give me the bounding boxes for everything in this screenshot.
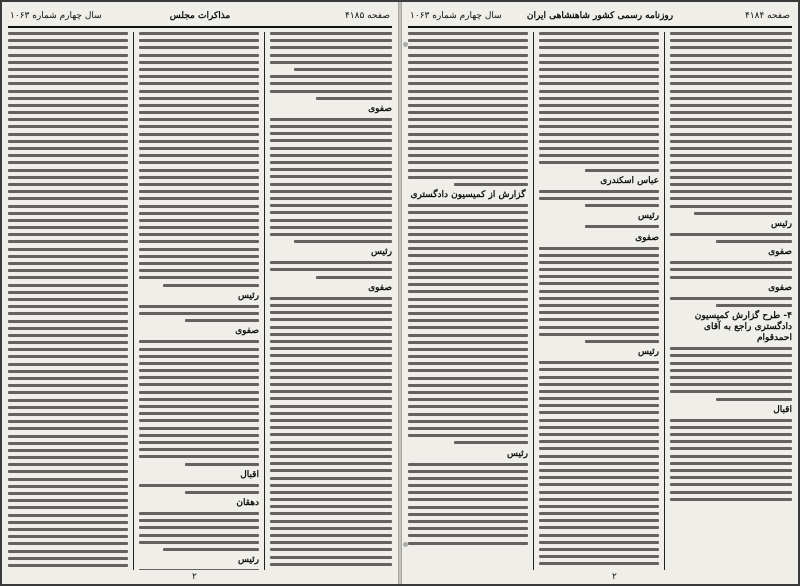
left-page-issue: سال چهارم شماره ۱۰۶۳ [10, 11, 102, 21]
speaker-heading: عباس اسکندری [600, 175, 659, 186]
left-page-header [8, 8, 392, 28]
speaker-heading: اقبال [773, 404, 792, 415]
right-page [402, 2, 798, 584]
left-page-title: مذاکرات مجلس [169, 11, 231, 21]
left-page-label: صفحه ۴۱۸۵ [344, 11, 390, 21]
speaker-heading: صفوی [368, 103, 392, 114]
left-page-column-1 [270, 32, 392, 570]
speaker-heading: رئیس [637, 347, 659, 358]
right-page-label: صفحه ۴۱۸۴ [744, 11, 790, 21]
right-page-header [408, 8, 792, 28]
right-page-column-1 [670, 32, 792, 570]
speaker-heading: رئیس [237, 290, 259, 301]
right-page-column-3 [408, 32, 528, 570]
left-page-column-3 [8, 32, 128, 570]
right-page-column-2 [539, 32, 659, 570]
binding-hole [403, 542, 408, 547]
speaker-heading: صفوی [768, 282, 792, 293]
column-rule [264, 32, 265, 570]
section-title: ۴- طرح گزارش کمیسیون دادگستری راجع به آقای احمدقوام [694, 311, 792, 344]
column-rule [133, 32, 134, 570]
speaker-heading: رئیس [506, 448, 528, 459]
section-heading: گزارش از کمیسیون دادگستری [410, 190, 526, 201]
speaker-heading: رئیس [770, 218, 792, 229]
speaker-heading: اقبال [240, 469, 259, 480]
speaker-heading: صفوی [235, 326, 259, 337]
right-page-issue: سال چهارم شماره ۱۰۶۳ [410, 11, 502, 21]
left-page-column-2 [139, 32, 259, 570]
speaker-heading: رئیس [237, 555, 259, 566]
speaker-heading: دهقان [236, 498, 259, 509]
left-page [2, 2, 398, 584]
page-number: ۲ [612, 572, 617, 582]
speaker-heading: صفوی [368, 282, 392, 293]
column-rule [533, 32, 534, 570]
speaker-heading: رئیس [637, 211, 659, 222]
speaker-heading: صفوی [635, 232, 659, 243]
page-number: ۲ [192, 572, 197, 582]
speaker-heading: صفوی [768, 247, 792, 258]
newspaper-spread [2, 2, 798, 584]
right-page-title: روزنامه رسمی کشور شاهنشاهی ایران [526, 11, 674, 21]
column-rule [664, 32, 665, 570]
speaker-heading: رئیس [370, 247, 392, 258]
binding-hole [403, 42, 408, 47]
